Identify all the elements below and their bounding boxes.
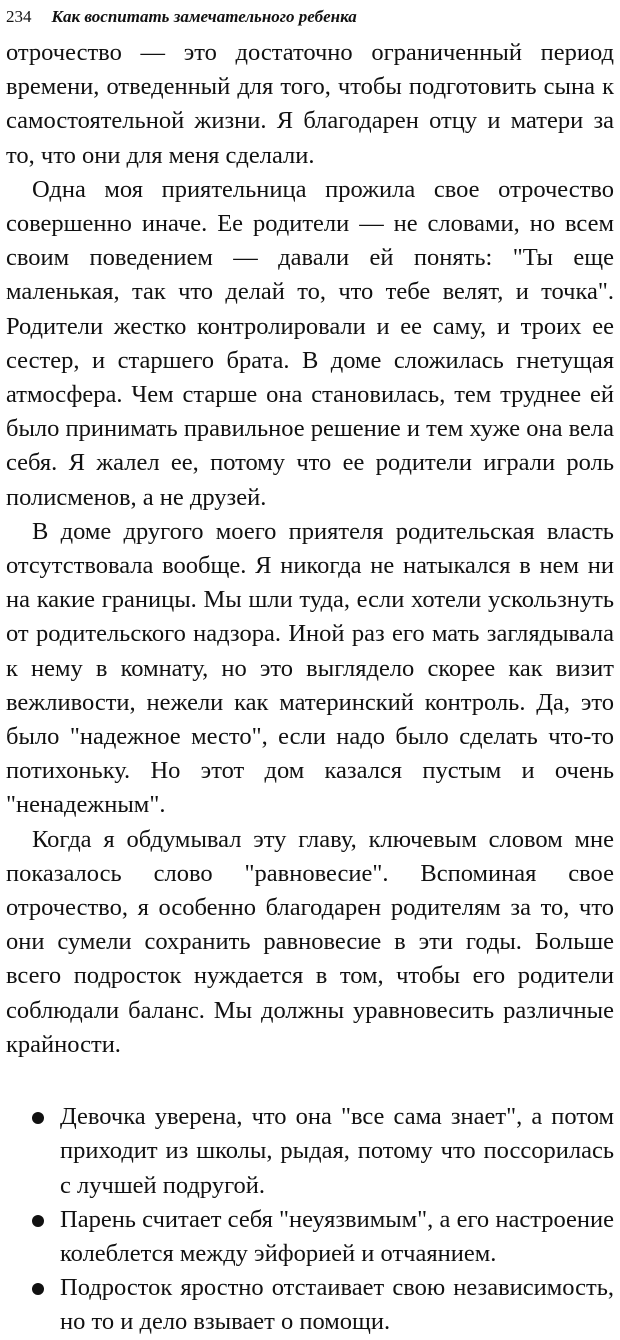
- running-head: [6, 6, 614, 36]
- list-item: [6, 1100, 614, 1203]
- body-text: [6, 36, 614, 1340]
- book-title: Как воспитать замечательного ребенка: [51, 7, 357, 26]
- list-item: [6, 1271, 614, 1339]
- bullet-dot-icon: [32, 1112, 44, 1124]
- list-item-text: Подросток яростно отстаивает свою независимость, но то и дело взывает о помощи.: [60, 1274, 614, 1336]
- list-item: [6, 1203, 614, 1271]
- list-item-text: Девочка уверена, что она "все сама знает", а потом приходит из школы, рыдая, потому что поссорилась с лучшей подругой.: [60, 1103, 614, 1199]
- paragraph: Когда я обдумывал эту главу, ключевым словом мне показалось слово "равновесие". Вспоминая свое отрочество, я особенно благодарен родителям за то, что они сумели сохранить равновесие в эти годы. Больше всего подросток нуждается в том, чтобы его родители соблюдали баланс. Мы должны уравновесить различные крайности.: [6, 825, 614, 1058]
- list-item-text: Парень считает себя "неуязвимым", а его настроение колеблется между эйфорией и отчаянием.: [60, 1205, 614, 1267]
- bullet-dot-icon: [32, 1215, 44, 1227]
- paragraph: Одна моя приятельница прожила свое отрочество совершенно иначе. Ее родители — не словами, но всем своим поведением — давали ей понять: "Ты еще маленькая, так что делай то, что тебе велят, и точка". Родители жестко контролировали и ее саму, и троих ее сестер, и старшего брата. В доме сложилась гнетущая атмосфера. Чем старше она становилась, тем труднее ей было принимать правильное решение и тем хуже она вела себя. Я жалел ее, потому что ее родители играли роль полисменов, а не друзей.: [6, 175, 614, 511]
- bullet-list: [6, 1100, 614, 1339]
- page-number: 234: [6, 7, 32, 26]
- paragraph: В доме другого моего приятеля родительская власть отсутствовала вообще. Я никогда не натыкался в нем ни на какие границы. Мы шли туда, если хотели ускользнуть от родительского надзора. Иной раз его мать заглядывала к нему в комнату, но это выглядело скорее как визит вежливости, нежели как материнский контроль. Да, это было "надежное место", если надо было сделать что-то потихоньку. Но этот дом казался пустым и очень "ненадежным".: [6, 517, 614, 819]
- bullet-dot-icon: [32, 1283, 44, 1295]
- paragraph: отрочество — это достаточно ограниченный период времени, отведенный для того, чтобы подготовить сына к самостоятельной жизни. Я благодарен отцу и матери за то, что они для меня сделали.: [6, 39, 614, 169]
